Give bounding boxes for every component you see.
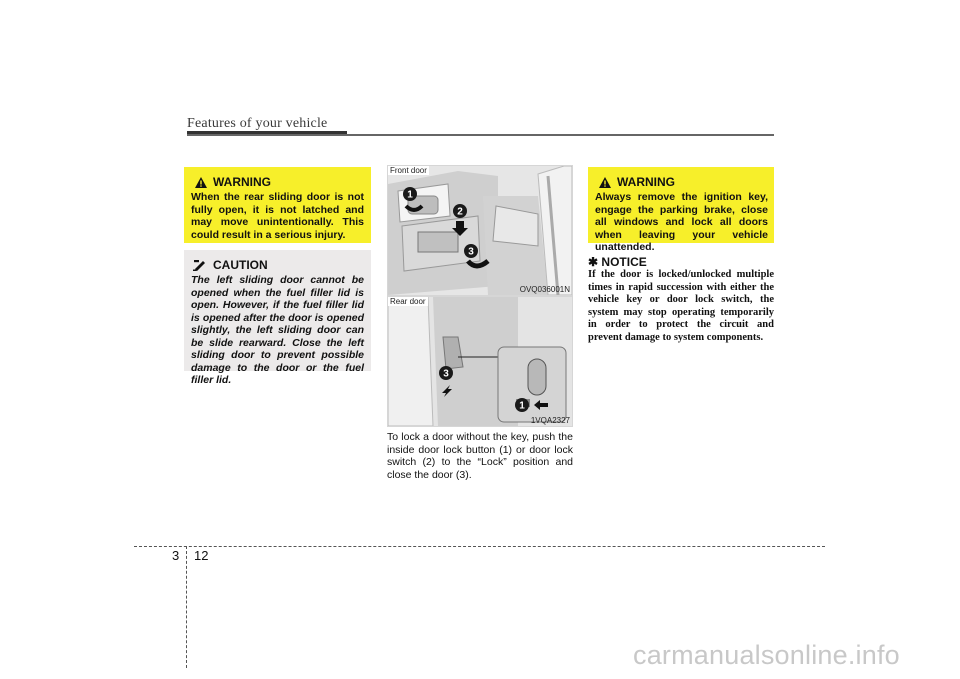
rear-door-illustration — [388, 297, 572, 426]
figure-code-rear: 1VQA2327 — [530, 416, 570, 425]
svg-text:1: 1 — [407, 189, 413, 201]
header-rule — [187, 134, 774, 136]
caution-text: The left sliding door cannot be opened when the fuel filler lid is open. However, if the fuel filler lid is opened after the door is opened slightly, the left sliding door can be slide rearward. Close the left sliding door to prevent possible damage to the door or the fuel filler lid. — [191, 274, 364, 386]
front-door-illustration — [388, 166, 572, 295]
marker-1-rear — [515, 398, 529, 412]
marker-3-front — [464, 244, 478, 258]
notice-heading — [588, 255, 774, 269]
warning-text: Always remove the ignition key, engage the parking brake, close all windows and lock all doors when leaving your vehicle unattended. — [595, 191, 768, 253]
svg-text:3: 3 — [443, 368, 449, 380]
figure-code-front: OVQ036001N — [519, 285, 570, 294]
figure-label-front: Front door — [390, 166, 427, 175]
notice-icon: ✱ — [588, 255, 599, 269]
warning-text: When the rear sliding door is not fully open, it is not latched and may move unintentionally. This could result in a serious injury. — [191, 191, 364, 241]
warning-box-right — [588, 167, 774, 253]
caution-title: CAUTION — [213, 258, 268, 272]
marker-1-front — [403, 187, 417, 201]
warning-icon — [599, 177, 611, 188]
figure-label-rear: Rear door — [390, 297, 426, 306]
footer-rule — [134, 546, 825, 547]
svg-text:1: 1 — [519, 400, 525, 412]
figure-caption: To lock a door without the key, push the inside door lock button (1) or door lock switch (2) to the “Lock” position and close the door (3). — [387, 431, 573, 481]
chapter-number: 3 — [172, 548, 180, 563]
notice-text: If the door is locked/unlocked multiple times in rapid succession with either the vehicle key or door lock switch, the system may stop operating temporarily in order to protect the circuit and prevent damage to system components. — [588, 269, 774, 343]
warning-icon — [195, 177, 207, 188]
marker-2-front — [453, 204, 467, 218]
svg-text:2: 2 — [457, 206, 463, 218]
figure-front-door — [387, 165, 573, 296]
caution-box — [184, 250, 371, 386]
svg-text:3: 3 — [468, 246, 474, 258]
warning-title: WARNING — [617, 175, 675, 189]
page-number: 12 — [194, 548, 209, 563]
notice-title: NOTICE — [601, 255, 647, 269]
footer-divider — [186, 546, 187, 668]
pencil-icon — [193, 259, 207, 271]
notice-block — [588, 255, 774, 344]
warning-title: WARNING — [213, 175, 271, 189]
marker-3-rear — [439, 366, 453, 380]
watermark: carmanualsonline.info — [633, 640, 900, 670]
section-title: Features of your vehicle — [187, 116, 328, 131]
figure-rear-door — [387, 296, 573, 427]
warning-box-left — [184, 167, 371, 243]
